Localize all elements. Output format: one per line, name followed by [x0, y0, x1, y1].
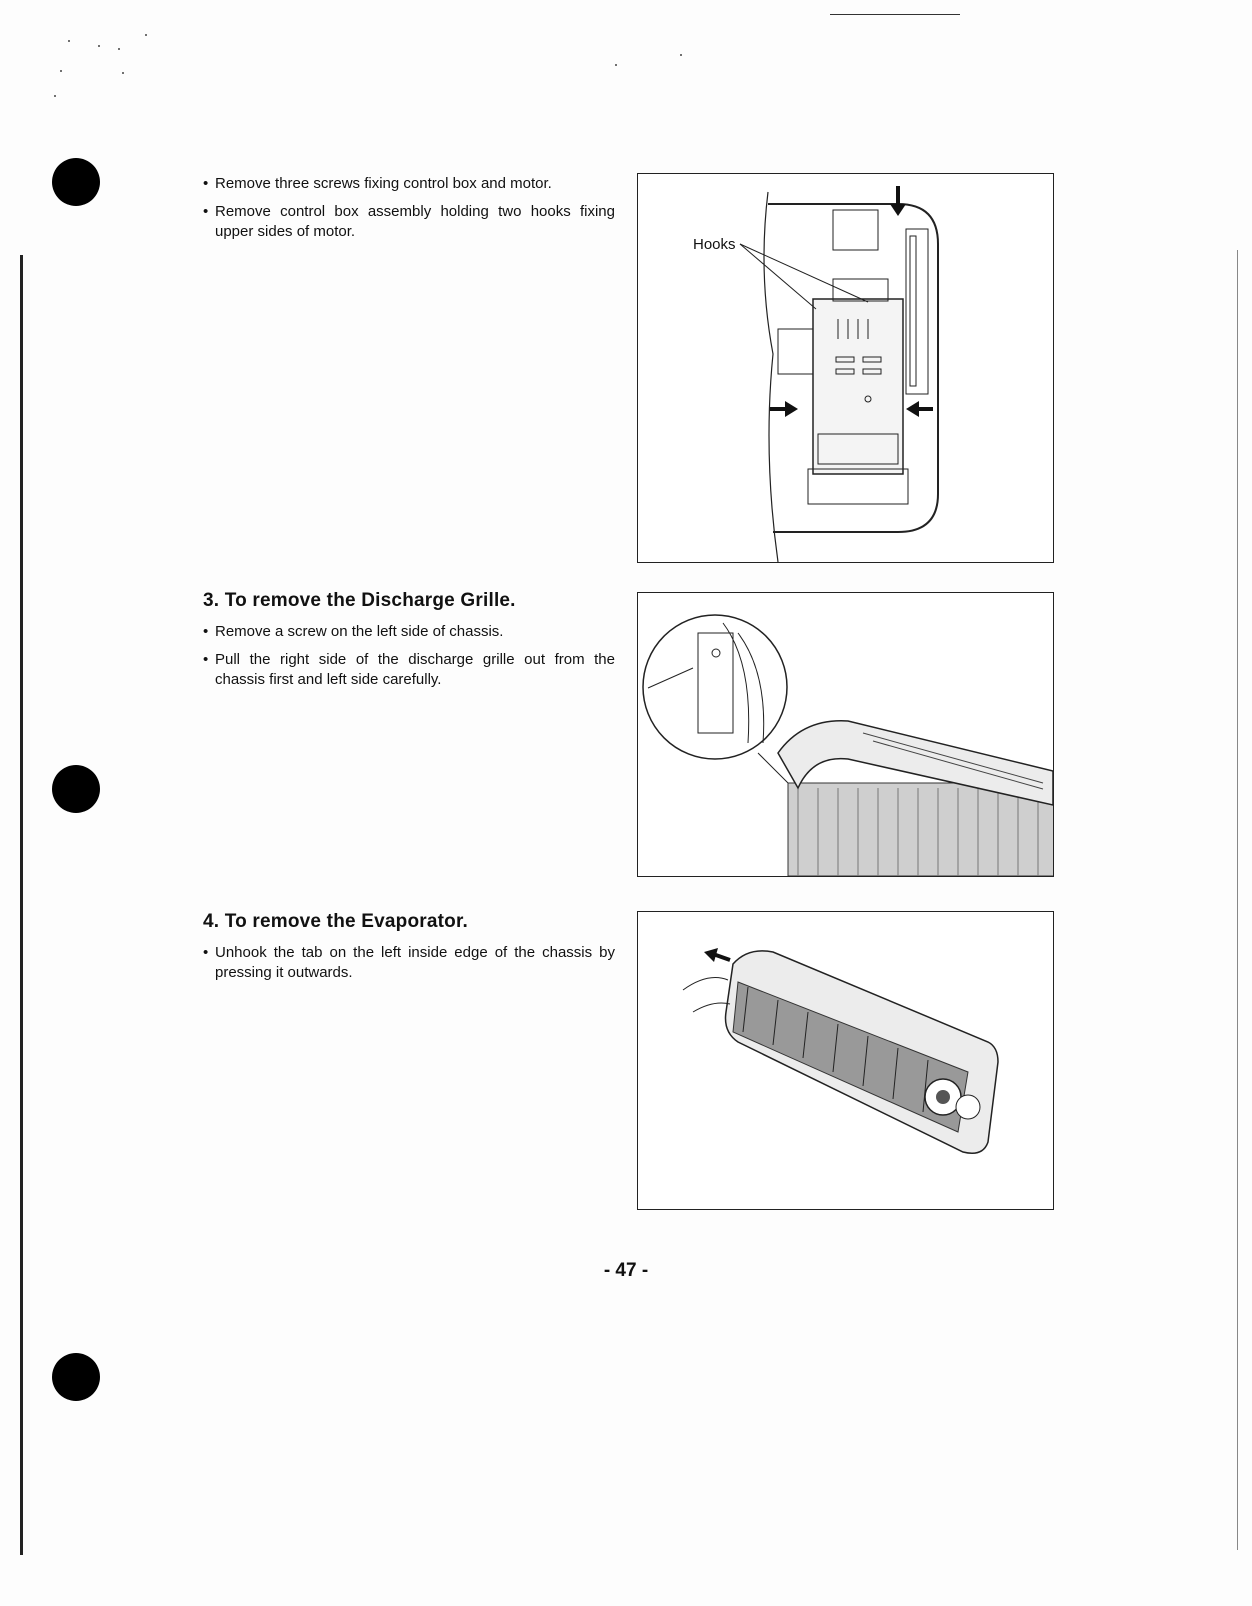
- list-item: • Unhook the tab on the left inside edge of the chassis by pressing it outwards.: [203, 943, 615, 983]
- hooks-callout: Hooks: [693, 236, 736, 253]
- list-item: • Remove control box assembly holding two hooks fixing upper sides of motor.: [203, 202, 615, 242]
- bullet-list: [203, 943, 615, 983]
- scan-speck: [122, 72, 124, 74]
- list-item: • Pull the right side of the discharge grille out from the chassis first and left side carefully.: [203, 650, 615, 690]
- punch-hole-icon: [52, 1353, 100, 1401]
- scan-speck: [615, 64, 617, 66]
- section-heading: 4. To remove the Evaporator.: [203, 911, 468, 932]
- punch-hole-icon: [52, 158, 100, 206]
- section-heading: 3. To remove the Discharge Grille.: [203, 590, 516, 611]
- section-evaporator: [203, 911, 615, 991]
- scan-speck: [118, 48, 120, 50]
- scan-edge-left: [20, 255, 23, 1555]
- punch-hole-icon: [52, 765, 100, 813]
- section-discharge-grille: [203, 590, 615, 698]
- section-control-box: [203, 174, 615, 250]
- figure-control-box: [637, 173, 1054, 563]
- list-item: • Remove a screw on the left side of chassis.: [203, 622, 615, 642]
- scan-speck: [145, 34, 147, 36]
- list-item: • Remove three screws fixing control box and motor.: [203, 174, 615, 194]
- bullet-list: [203, 174, 615, 242]
- page-number: - 47 -: [603, 1260, 649, 1281]
- scan-speck: [68, 40, 70, 42]
- figure-evaporator: [637, 911, 1054, 1210]
- figure-discharge-grille: [637, 592, 1054, 877]
- scan-speck: [98, 45, 100, 47]
- scan-speck: [60, 70, 62, 72]
- scan-speck: [680, 54, 682, 56]
- scan-edge-right: [1237, 250, 1238, 1550]
- bullet-list: [203, 622, 615, 690]
- scan-speck: [54, 95, 56, 97]
- evaporator-illustration: [638, 912, 1053, 1209]
- header-rule: [830, 14, 960, 15]
- control-box-illustration: [638, 174, 1053, 562]
- discharge-grille-illustration: [638, 593, 1053, 876]
